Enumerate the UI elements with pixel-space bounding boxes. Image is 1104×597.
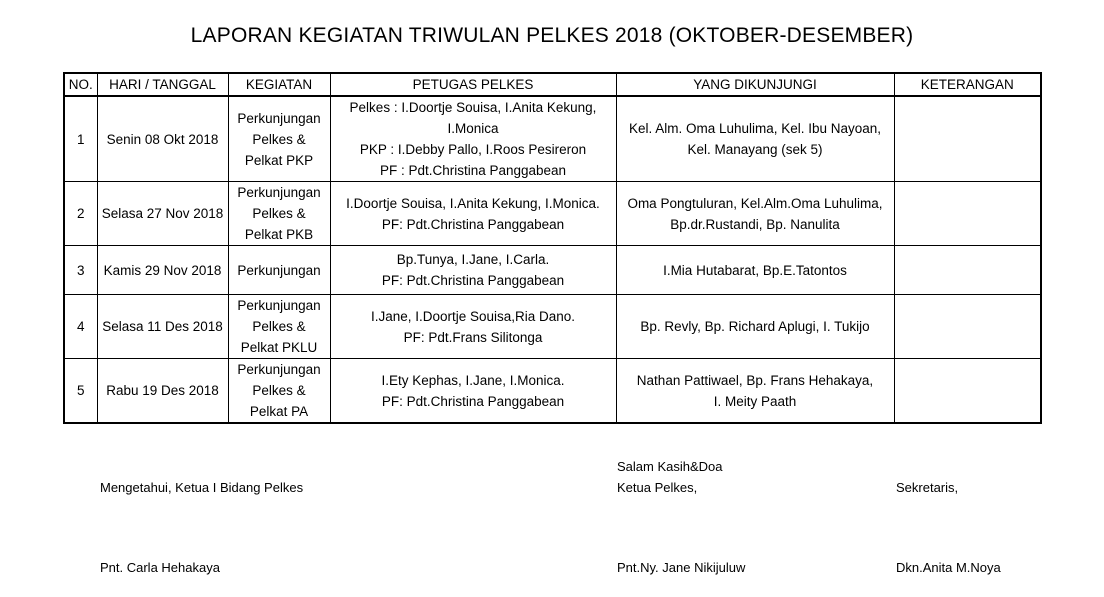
cell-activity	[228, 96, 330, 182]
table-row	[64, 359, 1041, 424]
cell-visited-line: I. Meity Paath	[713, 393, 797, 409]
cell-activity	[228, 359, 330, 424]
cell-activity-line: Pelkat PKP	[244, 152, 314, 168]
cell-officers-line: PF : Pdt.Christina Panggabean	[379, 163, 567, 178]
cell-activity-line: Pelkat PA	[249, 404, 309, 419]
left-signatory-role: Mengetahui, Ketua I Bidang Pelkes	[100, 480, 304, 495]
cell-officers-line: Bp.Tunya, I.Jane, I.Carla.	[396, 252, 550, 267]
cell-activity-line: Perkunjungan	[237, 362, 321, 377]
header-notes: KETERANGAN	[894, 73, 1041, 96]
cell-date: Senin 08 Okt 2018	[97, 96, 228, 182]
cell-officers-line: I.Monica	[447, 121, 499, 136]
cell-activity	[228, 246, 330, 295]
cell-officers	[330, 246, 616, 295]
cell-officers-line: PF: Pdt.Christina Panggabean	[381, 393, 565, 409]
cell-activity-line: Pelkes &	[252, 131, 306, 147]
cell-activity-line: Pelkat PKLU	[240, 340, 318, 355]
cell-notes	[894, 182, 1041, 246]
header-visited: YANG DIKUNJUNGI	[616, 73, 894, 96]
cell-date: Selasa 27 Nov 2018	[97, 182, 228, 246]
cell-visited	[616, 295, 894, 359]
cell-no: 5	[64, 359, 97, 424]
cell-officers	[330, 295, 616, 359]
table-row	[64, 295, 1041, 359]
cell-activity-line: Perkunjungan	[237, 110, 321, 126]
cell-activity-line: Pelkes &	[252, 319, 306, 334]
table-row	[64, 246, 1041, 295]
center-signatory-name: Pnt.Ny. Jane Nikijuluw	[617, 560, 746, 575]
cell-no: 3	[64, 246, 97, 295]
right-signatory-role: Sekretaris,	[896, 480, 959, 495]
header-officers: PETUGAS PELKES	[330, 73, 616, 96]
cell-visited-line: Kel. Manayang (sek 5)	[687, 142, 823, 157]
cell-officers-line: Pelkes : I.Doortje Souisa, I.Anita Kekung,	[349, 100, 597, 115]
table-row	[64, 96, 1041, 182]
activity-table	[63, 72, 1042, 424]
cell-activity-line: Pelkes &	[252, 206, 306, 221]
cell-officers	[330, 359, 616, 424]
cell-visited	[616, 359, 894, 424]
cell-activity-line: Pelkat PKB	[244, 227, 314, 242]
table-row	[64, 182, 1041, 246]
cell-visited-line: Bp.dr.Rustandi, Bp. Nanulita	[670, 216, 840, 232]
table-header-row	[64, 73, 1041, 96]
cell-visited-line: Bp. Revly, Bp. Richard Aplugi, I. Tukijo	[640, 319, 870, 334]
cell-officers-line: I.Doortje Souisa, I.Anita Kekung, I.Monica.	[346, 195, 600, 211]
cell-officers-line: PF: Pdt.Christina Panggabean	[381, 216, 565, 232]
report-title: LAPORAN KEGIATAN TRIWULAN PELKES 2018 (OKTOBER-DESEMBER)	[190, 24, 914, 47]
cell-officers-line: I.Jane, I.Doortje Souisa,Ria Dano.	[370, 308, 576, 324]
cell-notes	[894, 246, 1041, 295]
cell-notes	[894, 359, 1041, 424]
cell-activity-line: Perkunjungan	[237, 185, 321, 200]
cell-date: Kamis 29 Nov 2018	[97, 246, 228, 295]
greeting-text: Salam Kasih&Doa	[617, 459, 723, 474]
cell-notes	[894, 295, 1041, 359]
cell-visited	[616, 246, 894, 295]
cell-no: 2	[64, 182, 97, 246]
cell-officers-line: PKP : I.Debby Pallo, I.Roos Pesireron	[359, 142, 587, 157]
cell-officers	[330, 182, 616, 246]
cell-officers	[330, 96, 616, 182]
header-activity: KEGIATAN	[228, 73, 330, 96]
header-date: HARI / TANGGAL	[97, 73, 228, 96]
right-signatory-name: Dkn.Anita M.Noya	[896, 560, 1001, 575]
cell-activity	[228, 295, 330, 359]
left-signatory-name: Pnt. Carla Hehakaya	[100, 560, 220, 575]
cell-officers-line: PF: Pdt.Frans Silitonga	[403, 329, 543, 345]
header-no: NO.	[64, 73, 97, 96]
cell-activity-line: Perkunjungan	[237, 298, 321, 313]
cell-visited	[616, 182, 894, 246]
cell-no: 1	[64, 96, 97, 182]
cell-visited	[616, 96, 894, 182]
cell-date: Rabu 19 Des 2018	[97, 359, 228, 424]
center-signatory-role: Ketua Pelkes,	[617, 480, 698, 495]
cell-visited-line: I.Mia Hutabarat, Bp.E.Tatontos	[663, 262, 847, 278]
cell-activity-line: Perkunjungan	[237, 262, 321, 278]
cell-notes	[894, 96, 1041, 182]
table-body	[64, 96, 1041, 423]
cell-visited-line: Oma Pongtuluran, Kel.Alm.Oma Luhulima,	[627, 195, 883, 211]
cell-no: 4	[64, 295, 97, 359]
cell-officers-line: I.Ety Kephas, I.Jane, I.Monica.	[381, 372, 565, 388]
cell-activity-line: Pelkes &	[252, 383, 306, 398]
cell-activity	[228, 182, 330, 246]
cell-date: Selasa 11 Des 2018	[97, 295, 228, 359]
cell-visited-line: Nathan Pattiwael, Bp. Frans Hehakaya,	[636, 372, 874, 388]
cell-officers-line: PF: Pdt.Christina Panggabean	[381, 273, 565, 288]
cell-visited-line: Kel. Alm. Oma Luhulima, Kel. Ibu Nayoan,	[628, 121, 882, 136]
